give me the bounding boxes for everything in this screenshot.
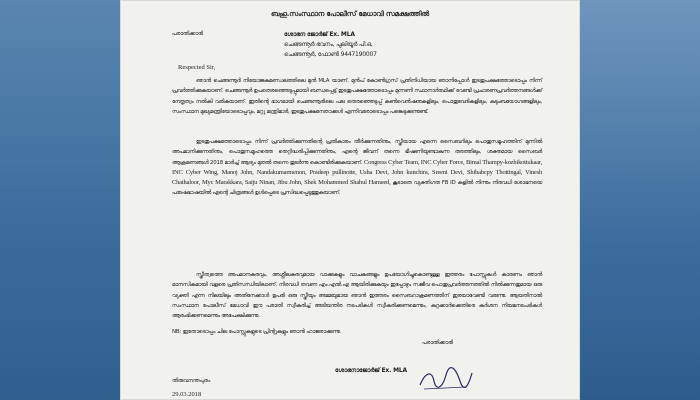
letter-title: ബഹു.സംസ്ഥാന പോലീസ് മേധാവി സമക്ഷത്തിൽ — [270, 10, 430, 18]
sender-name: ശോഭന ജോർജ് Ex. MLA — [284, 31, 355, 38]
salutation: Respected Sir, — [178, 64, 216, 71]
signatory-name: ശോഭനാജോർജ് Ex. MLA — [335, 367, 407, 374]
paragraph-2 — [172, 137, 542, 199]
place: തിരുവനന്തപുരം — [172, 378, 211, 384]
background-left-panel — [0, 0, 120, 400]
signature-scribble — [416, 365, 476, 393]
paragraph-2-accounts: Congress Cyber Team, INC Cyber Force, Bimal Thampy-kozhikottukaar, INC Cyber Wing, Manoj John, Nandakumarmenon, Pradeep pullinotte, Usha Devi, John kunchira, Sreeni Devi, Shibabcpy Thottingal, Vinesh Chathaloor, Myc Marakkara, Saiju Ninan, Jibu John, Shek Mohammed Shahul Hameed, — [172, 158, 542, 187]
sender-address-line2: ചെങ്ങന്നൂർ, ഫോൺ 9447190007 — [284, 51, 377, 58]
paragraph-2-tail: കൂടാതെ വ്യക്തിഗത FB ID കളിൽ നിന്നും നിരവധി ശോഭനയെ പരുഷഭാഷയിൽ എന്റെ ചിത്രങ്ങൾ ഉൾപ്പെടെ പ്രസിദ്ധപ്പെടുത്തുകയാണ്. — [172, 180, 543, 197]
date: 29.03.2018 — [172, 391, 202, 398]
letter-document — [120, 0, 580, 400]
paragraph-1: ഞാൻ ചെങ്ങന്നൂർ നിയോജകമണ്ഡലത്തിലെ മുൻ MLA യാണ്. മുൻപ് കോൺഗ്രസ് പ്രതിനിധിയായ ഞാനിപ്പോൾ ഇടതുപക്ഷത്തോടൊപ്പം നിന്ന് പ്രവർത്തിക്കുകയാണ്. ചെങ്ങന്നൂർ ഉപതെരഞ്ഞെടുപ്പുമായി ബന്ധപ്പെട്ട് ഇടതുപക്ഷത്തോടൊപ്പം മുന്നണി സ്ഥാനാർത്ഥിക്ക് വേണ്ടി പ്രചാരണപ്രവർത്തനങ്ങൾക്ക് നേതൃത്വം നൽകി വരികയാണ്. ഇതിന്റെ ഭാഗമായി ചെങ്ങന്നൂരിലെ പല തെരഞ്ഞെടുപ്പ് കൺവെൻഷനുകളിലും, പൊതുവേദികളിലും, കുടുംബയോഗങ്ങളിലും, സംസ്ഥാന മുഖ്യമന്ത്രിയോടൊപ്പവും, മറ്റു മന്ത്രിമാർ, ഇടതുപക്ഷനേതാക്കൾ എന്നിവരോടൊപ്പം പങ്കെടുക്കുന്നുണ്ട്. — [172, 78, 542, 115]
background-right-panel — [580, 0, 700, 400]
closing-label: പരാതിക്കാരി — [422, 340, 453, 346]
sender-address-line1: ചെങ്ങന്നൂർ ഭവനം, പുലിയൂർ പി.ഒ, — [284, 41, 373, 48]
paragraph-3: സ്ത്രീത്വത്തെ അപമാനകരവും, അശ്ലീലകരവുമായ വാക്കുകളും വാചകങ്ങളും ഉപയോഗിച്ചുകൊണ്ടുള്ള ഇത്തരം പോസ്റ്റുകൾ കാരണം ഞാൻ മാനസികമായി വളരെ പ്രതിസന്ധിയിലാണ്. നിരവധി തവണ എം.എൽ.എ ആയിരിക്കുകയും ഇപ്പോഴും സജീവ പൊതുപ്രവർത്തനത്തിൽ നിൽക്കുന്നതുമായ ഒരു വ്യക്തി എന്ന നിലയിലും അതിനേക്കാൾ ഉപരി ഒരു സ്ത്രീയും അമ്മയുമായ ഞാൻ ഇത്തരം സൈബറാക്രമണത്തിന് ഇരയാവേണ്ടി വരുന്നു. ആയതിനാൽ സംസ്ഥാന പോലീസ് മേധാവി ഈ പരാതി സ്വീകരിച്ച് അടിയന്തിര നടപടികൾ സ്വീകരിക്കണമെന്നും, കുറ്റക്കാർക്കെതിരെ കർശന നിയമനടപടികൾ ആരംഭിക്കണമെന്നും അപേക്ഷിക്കുന്നു. — [172, 272, 542, 320]
from-label: പരാതിക്കാരി — [172, 31, 203, 37]
paragraph-2-malayalam: ഇടതുപക്ഷത്തോടൊപ്പം നിന്ന് പ്രവർത്തിക്കുന്നതിന്റെ പ്രതികാരം തീർക്കുന്നതിനും, സ്ത്രീയായ എന്നെ സൈബറിലും പൊതുസമൂഹത്തിന് മുന്നിൽ അപമാനിക്കുന്നതിനും, പൊതുസമൂഹത്തെ തെറ്റിദ്ധരിപ്പിക്കുന്നതിനും, എന്റെ ജീവന് തന്നെ ഭീഷണിയുണ്ടാകുന്ന തരത്തിലും, ശക്തമായ സൈബർ ആക്രമണങ്ങൾ 2018 മാർച്ച് ആദ്യം മുതൽ തന്നെ തുടർന്നു കൊണ്ടിരിക്കുകയാണ്. — [172, 139, 542, 166]
sender-block — [284, 30, 377, 60]
nb-note: NB: ഇതോടൊപ്പം ചില പോസ്റ്റുകളുടെ പ്രിന്റുകളും ഞാൻ ഹാജരാക്കുന്നു. — [172, 329, 342, 335]
